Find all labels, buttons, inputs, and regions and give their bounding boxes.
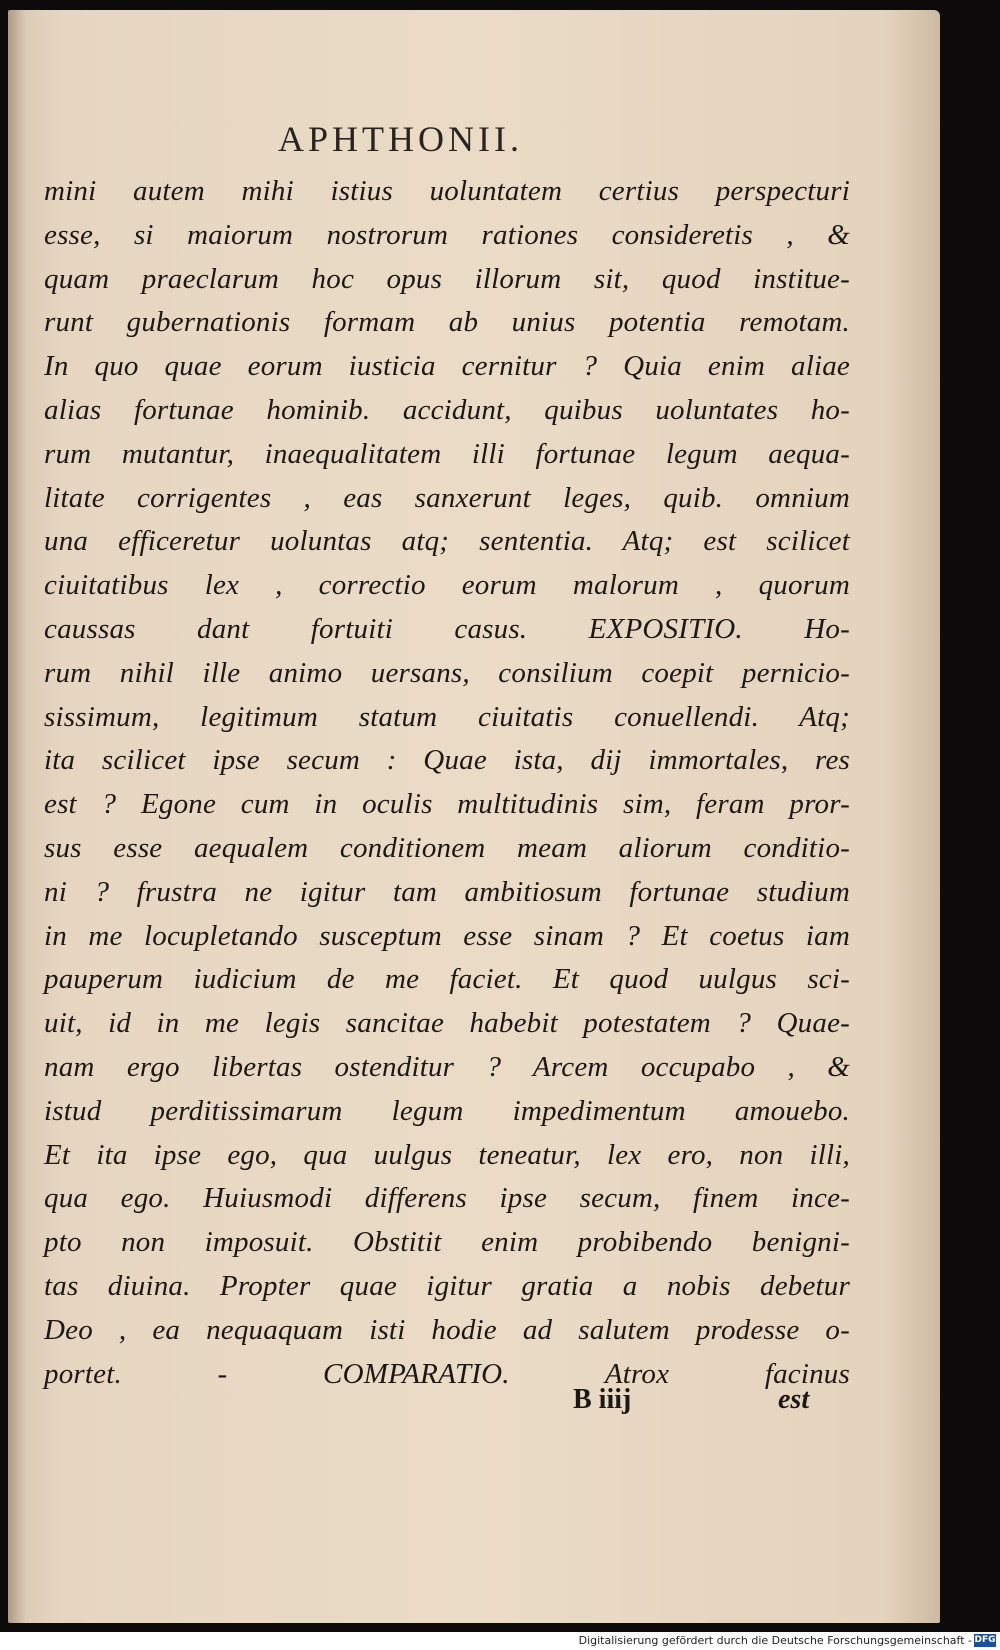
text-line: ni ? frustra ne igitur tam ambitiosum fortunae studium — [44, 875, 850, 908]
text-line: est ? Egone cum in oculis multitudinis sim, feram pror- — [44, 788, 850, 821]
text-line: rum mutantur, inaequalitatem illi fortunae legum aequa- — [44, 437, 850, 470]
text-line: sus esse aequalem conditionem meam aliorum conditio- — [44, 831, 850, 864]
signature-mark: B iiij — [573, 1384, 632, 1415]
text-line: pauperum iudicium de me faciet. Et quod uulgus sci- — [44, 963, 850, 996]
text-line: rum nihil ille animo uersans, consilium coepit pernicio- — [44, 656, 850, 689]
text-line: uit, id in me legis sancitae habebit potestatem ? Quae- — [44, 1007, 850, 1040]
text-line: runt gubernationis formam ab unius potentia remotam. — [44, 306, 850, 339]
footer-credit: Digitalisierung gefördert durch die Deutsche Forschungsgemeinschaft - — [578, 1634, 972, 1647]
text-line: Deo , ea nequaquam isti hodie ad salutem prodesse o- — [44, 1313, 850, 1346]
text-line: qua ego. Huiusmodi differens ipse secum, finem ince- — [44, 1182, 850, 1215]
text-line: caussas dant fortuiti casus. EXPOSITIO. Ho- — [44, 612, 850, 645]
text-line: in me locupletando susceptum esse sinam ? Et coetus iam — [44, 919, 850, 952]
text-line: sissimum, legitimum statum ciuitatis conuellendi. Atq; — [44, 700, 850, 733]
text-line: alias fortunae hominib. accidunt, quibus uoluntates ho- — [44, 393, 850, 426]
text-line: litate corrigentes , eas sanxerunt leges, quib. omnium — [44, 481, 850, 514]
text-line: Et ita ipse ego, qua uulgus teneatur, lex ero, non illi, — [44, 1138, 850, 1171]
book-page — [8, 10, 940, 1623]
text-line: mini autem mihi istius uoluntatem certius perspecturi — [44, 175, 850, 207]
text-line: In quo quae eorum iusticia cernitur ? Quia enim aliae — [44, 350, 850, 383]
dfg-logo-icon: DFG — [974, 1635, 996, 1645]
text-line: ciuitatibus lex , correctio eorum malorum , quorum — [44, 569, 850, 602]
catchword: est — [778, 1384, 810, 1415]
text-line: portet. - COMPARATIO. Atrox facinus — [44, 1357, 850, 1390]
text-line: nam ergo libertas ostenditur ? Arcem occupabo , & — [44, 1050, 850, 1083]
text-line: esse, si maiorum nostrorum rationes consideretis , & — [44, 218, 850, 251]
body-text — [44, 170, 850, 1396]
text-line: ita scilicet ipse secum : Quae ista, dij immortales, res — [44, 744, 850, 777]
text-line: istud perditissimarum legum impedimentum amouebo. — [44, 1094, 850, 1127]
running-head: APHTHONII. — [278, 119, 523, 159]
text-line: una efficeretur uoluntas atq; sententia. Atq; est scilicet — [44, 525, 850, 558]
text-line: tas diuina. Propter quae igitur gratia a nobis debetur — [44, 1269, 850, 1302]
text-line: pto non imposuit. Obstitit enim probibendo benigni- — [44, 1226, 850, 1259]
text-line: quam praeclarum hoc opus illorum sit, quod institue- — [44, 262, 850, 295]
